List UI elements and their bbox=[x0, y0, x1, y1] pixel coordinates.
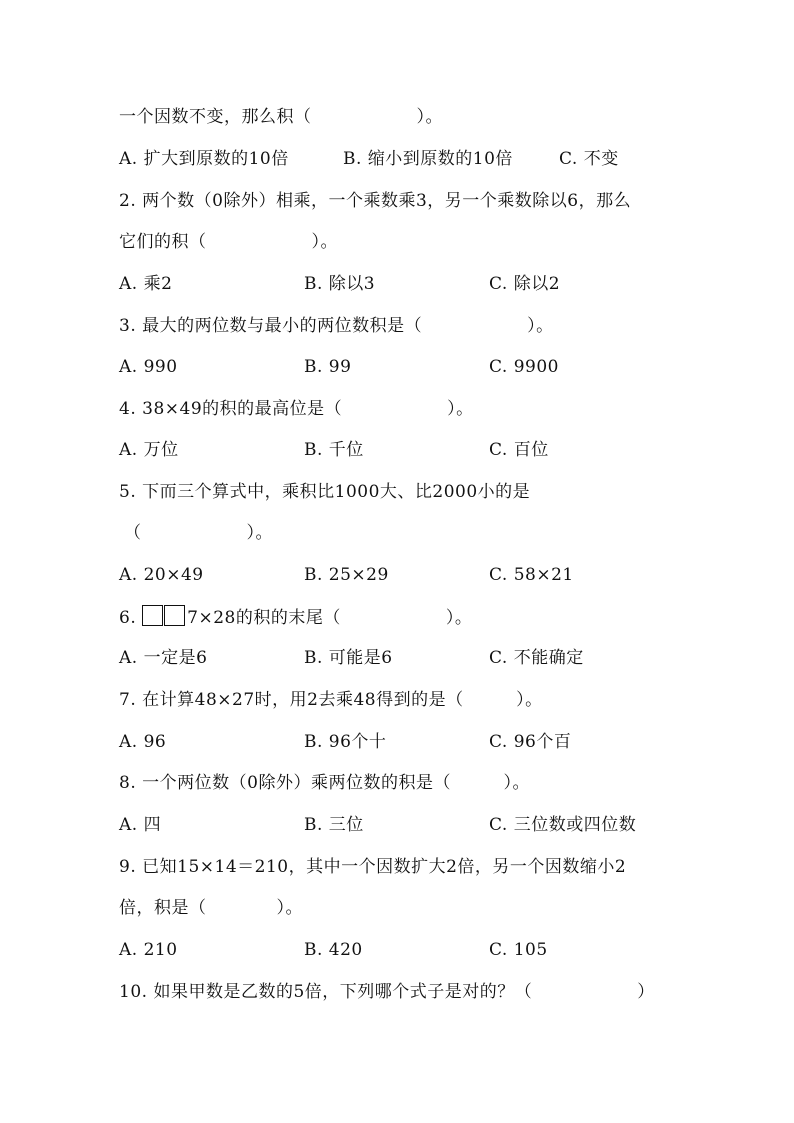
q4-option-c: C. 百位 bbox=[489, 440, 549, 460]
blank-box bbox=[164, 605, 185, 626]
q4-stem: 4. 38×49的积的最高位是（ ）。 bbox=[119, 399, 474, 419]
q2-stem-line2: 它们的积（ ）。 bbox=[119, 232, 338, 252]
q1-option-c: C. 不变 bbox=[559, 149, 619, 169]
q3-option-a: A. 990 bbox=[119, 357, 178, 377]
q3-stem: 3. 最大的两位数与最小的两位数积是（ ）。 bbox=[119, 316, 554, 336]
q6-blank-boxes bbox=[142, 605, 186, 633]
q4-option-a: A. 万位 bbox=[119, 440, 179, 460]
q3-option-c: C. 9900 bbox=[489, 357, 559, 377]
q1-option-a: A. 扩大到原数的10倍 bbox=[119, 149, 289, 169]
q7-option-b: B. 96个十 bbox=[304, 732, 387, 752]
q2-option-c: C. 除以2 bbox=[489, 274, 561, 294]
q1-option-b: B. 缩小到原数的10倍 bbox=[343, 149, 513, 169]
q5-stem-line1: 5. 下而三个算式中，乘积比1000大、比2000小的是 bbox=[119, 482, 531, 502]
q9-option-a: A. 210 bbox=[119, 940, 178, 960]
q2-option-a: A. 乘2 bbox=[119, 274, 173, 294]
q8-option-a: A. 四 bbox=[119, 815, 162, 835]
q8-option-b: B. 三位 bbox=[304, 815, 364, 835]
q2-stem-line1: 2. 两个数（0除外）相乘，一个乘数乘3，另一个乘数除以6，那么 bbox=[119, 191, 632, 211]
q5-stem-line2: （ ）。 bbox=[124, 523, 273, 543]
q5-option-b: B. 25×29 bbox=[304, 565, 389, 585]
q6-option-b: B. 可能是6 bbox=[304, 648, 393, 668]
q4-option-b: B. 千位 bbox=[304, 440, 364, 460]
blank-box bbox=[142, 605, 163, 626]
q9-option-c: C. 105 bbox=[489, 940, 548, 960]
q9-stem-line1: 9. 已知15×14＝210，其中一个因数扩大2倍，另一个因数缩小2 bbox=[119, 857, 627, 877]
q1-stem-tail: 一个因数不变，那么积（ ）。 bbox=[119, 107, 443, 127]
q8-option-c: C. 三位数或四位数 bbox=[489, 815, 637, 835]
q10-stem: 10. 如果甲数是乙数的5倍，下列哪个式子是对的？（ ） bbox=[119, 982, 655, 1002]
q9-option-b: B. 420 bbox=[304, 940, 363, 960]
q6-stem-rest: 7×28的积的末尾（ ）。 bbox=[187, 608, 473, 628]
q6-option-c: C. 不能确定 bbox=[489, 648, 584, 668]
q2-option-b: B. 除以3 bbox=[304, 274, 376, 294]
q7-stem: 7. 在计算48×27时，用2去乘48得到的是（ ）。 bbox=[119, 690, 543, 710]
q5-option-c: C. 58×21 bbox=[489, 565, 574, 585]
q6-number: 6. bbox=[119, 608, 137, 628]
q7-option-c: C. 96个百 bbox=[489, 732, 572, 752]
q9-stem-line2: 倍，积是（ ）。 bbox=[119, 898, 303, 918]
q8-stem: 8. 一个两位数（0除外）乘两位数的积是（ ）。 bbox=[119, 773, 530, 793]
q6-stem bbox=[119, 605, 472, 633]
q3-option-b: B. 99 bbox=[304, 357, 352, 377]
q7-option-a: A. 96 bbox=[119, 732, 167, 752]
q6-option-a: A. 一定是6 bbox=[119, 648, 208, 668]
q5-option-a: A. 20×49 bbox=[119, 565, 204, 585]
